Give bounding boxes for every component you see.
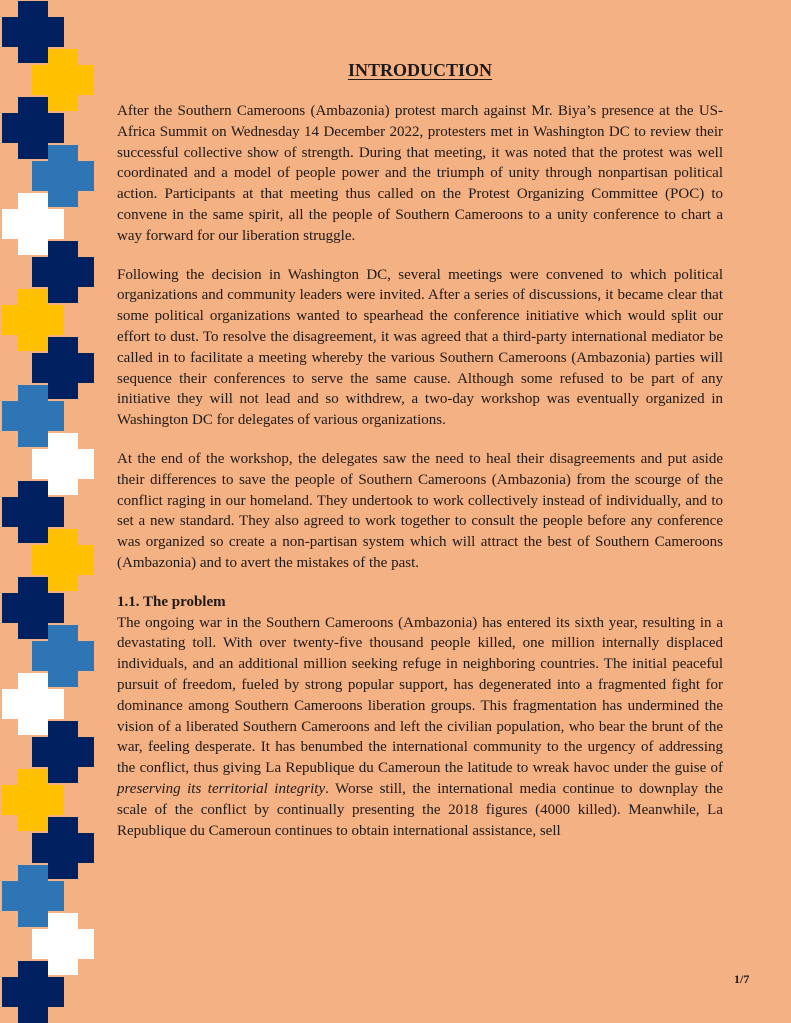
decorative-cross-border	[0, 0, 100, 1023]
section-the-problem	[117, 592, 723, 842]
paragraph-1: After the Southern Cameroons (Ambazonia) protest march against Mr. Biya’s presence at the US-Africa Summit on Wednesday 14 December 2022, protesters met in Washington DC to review their successful collective show of strength. During that meeting, it was noted that the protest was well coordinated and a model of people power and the triumph of unity through nonpartisan political action. Participants at that meeting thus called on the Protest Organizing Committee (POC) to convene in the same spirit, all the people of Southern Cameroons to a unity conference to chart a way forward for our liberation struggle.	[117, 103, 723, 244]
section-text-2: . Worse still, the international media continue to downplay the scale of the conflict by continually presenting the 2018 figures (4000 killed). Meanwhile, La Republique du Cameroun continues to obtain international assistance, sell	[117, 780, 723, 839]
paragraph-3: At the end of the workshop, the delegates saw the need to heal their disagreements and put aside their differences to save the people of Southern Cameroons (Ambazonia) from the scourge of the conflict raging in our homeland. They undertook to work collectively instead of individually, and to set a new standard. They also agreed to work together to consult the people before any conference was organized so create a non-partisan system which will attract the best of Southern Cameroons (Ambazonia) and to avert the mistakes of the past.	[117, 450, 723, 571]
section-heading: 1.1. The problem	[117, 593, 226, 610]
section-paragraph	[117, 613, 723, 842]
document-page	[117, 60, 723, 859]
italic-phrase: preserving its territorial integrity	[117, 780, 326, 797]
page-title: INTRODUCTION	[347, 60, 493, 80]
paragraph-2: Following the decision in Washington DC, several meetings were convened to which political organizations and community leaders were invited. After a series of discussions, it became clear that some political organizations wanted to spearhead the conference initiative which would split our effort to dust. To resolve the disagreement, it was agreed that a third-party international mediator be called in to facilitate a meeting whereby the various Southern Cameroons (Ambazonia) parties will sequence their conferences to serve the same cause. Although some refused to be part of any initiative they will not lead and so withdrew, a two-day workshop was eventually organized in Washington DC for delegates of various organizations.	[117, 266, 723, 429]
cross-navy-icon	[2, 961, 64, 1023]
section-text-1: The ongoing war in the Southern Cameroons (Ambazonia) has entered its sixth year, resulting in a devastating toll. With over twenty-five thousand people killed, one million internally displaced individuals, and an additional million seeking refuge in neighboring countries. The initial peaceful pursuit of freedom, fueled by strong popular support, has degenerated into a fragmented fight for dominance among Southern Cameroons liberation groups. This fragmentation has undermined the vision of a liberated Southern Cameroons and left the civilian population, who bear the brunt of the war, feeling desperate. It has benumbed the international community to the urgency of addressing the conflict, thus giving La Republique du Cameroun the latitude to wreak havoc under the guise of	[117, 614, 723, 777]
page-number: 1/7	[734, 972, 750, 986]
